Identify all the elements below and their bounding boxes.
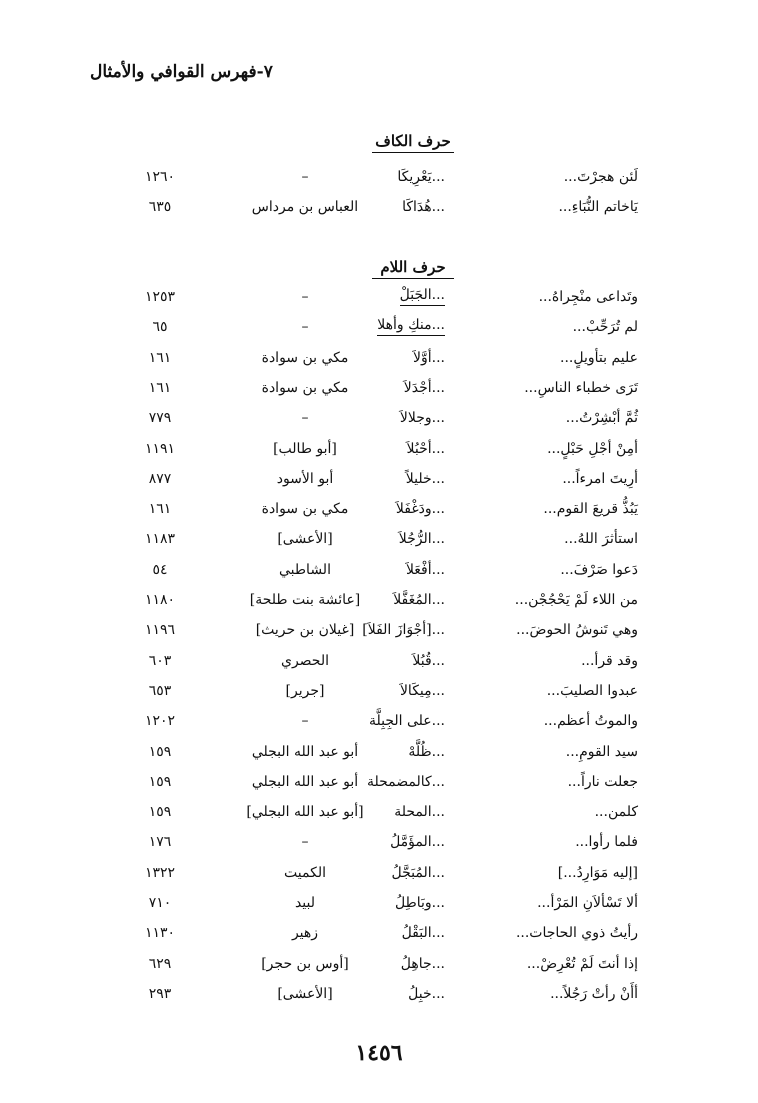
verse-opening: يَبُذُّ قريعَ القوم... [543, 501, 638, 517]
verse-opening: عليم بتأويلٍ... [560, 350, 638, 366]
poet-name: الحصري [280, 653, 329, 669]
page-reference: ١٦١ [148, 501, 172, 517]
index-row [0, 679, 758, 703]
verse-opening: ألا تَسْألاَنِ المَرْأ... [537, 895, 638, 911]
page-reference: ١٣٢٢ [144, 865, 176, 881]
verse-opening: سيد القومِ... [565, 744, 638, 760]
section-heading: حرف اللام [372, 258, 454, 279]
poet-name: الشاطبي [279, 562, 331, 578]
index-row [0, 740, 758, 764]
index-row [0, 588, 758, 612]
rhyme-word: ...المُغَفَّلاَ [393, 592, 445, 608]
poet-name: أبو عبد الله البجلي [251, 744, 359, 760]
poet-name: – [301, 410, 309, 426]
verse-opening: كلمن... [594, 804, 638, 820]
index-row [0, 437, 758, 461]
page-reference: ٨٧٧ [148, 471, 172, 487]
rhyme-word: ...على الجِبِلَّة [368, 713, 445, 729]
page-reference: ٦٥ [152, 319, 168, 335]
index-row [0, 770, 758, 794]
index-row [0, 709, 758, 733]
rhyme-word: ...قُبُلاَ [412, 653, 445, 669]
rhyme-word: ...وجلالاَ [399, 410, 445, 426]
page-reference: ١١٨٠ [144, 592, 176, 608]
section-heading: حرف الكاف [372, 132, 454, 153]
verse-opening: لم تُرَحِّبْ... [572, 319, 638, 335]
index-row [0, 315, 758, 339]
verse-opening: فلما رأوا... [575, 834, 638, 850]
page-reference: ١٥٩ [148, 804, 172, 820]
poet-name: الكميت [284, 865, 326, 881]
page-reference: ١٦١ [148, 380, 172, 396]
poet-name: – [301, 319, 309, 335]
index-row [0, 376, 758, 400]
poet-name: [أبو عبد الله البجلي] [246, 804, 364, 820]
page-reference: ١٧٦ [148, 834, 172, 850]
index-row [0, 527, 758, 551]
page-reference: ٧١٠ [148, 895, 172, 911]
verse-opening: رأيتُ ذوي الحاجات... [515, 925, 638, 941]
verse-opening: وقد قرأ... [581, 653, 638, 669]
running-head: ٧-فهرس القوافي والأمثال [90, 62, 273, 82]
poet-name: مكي بن سوادة [261, 350, 349, 366]
page-reference: ٦٠٣ [148, 653, 172, 669]
index-row [0, 891, 758, 915]
page-reference: ٥٤ [152, 562, 168, 578]
index-row [0, 558, 758, 582]
verse-opening: أأَنْ رأتْ رَجُلاً... [550, 986, 638, 1002]
rhyme-word: ...المؤَمَّلُ [390, 834, 445, 850]
index-row [0, 921, 758, 945]
poet-name: [أبو طالب] [273, 441, 337, 457]
poet-name: لبيد [294, 895, 316, 911]
rhyme-word: ...جاهِلُ [400, 956, 445, 972]
rhyme-word: ...خبِلُ [408, 986, 445, 1002]
page-reference: ٧٧٩ [148, 410, 172, 426]
poet-name: مكي بن سوادة [261, 380, 349, 396]
rhyme-word: ...الجَبَلْ [400, 285, 445, 306]
rhyme-word: ...منكِ وأهلا [377, 315, 445, 336]
page-reference: ١٦١ [148, 350, 172, 366]
verse-opening: [إليه مَوَارِدُ...] [557, 865, 638, 881]
index-row [0, 982, 758, 1006]
verse-opening: يَاخاتم النُّبَاءِ... [558, 199, 638, 215]
rhyme-word: ...يَعْرِيكَا [397, 169, 445, 185]
rhyme-word: ...ظُلَّهْ [408, 744, 445, 760]
index-row [0, 195, 758, 219]
rhyme-word: ...المحلة [394, 804, 445, 820]
index-row [0, 346, 758, 370]
page-reference: ١١٨٣ [144, 531, 176, 547]
page-reference: ١١٩١ [144, 441, 176, 457]
index-row [0, 649, 758, 673]
poet-name: – [301, 713, 309, 729]
rhyme-word: ...الرُّجُلاَ [398, 531, 445, 547]
page-reference: ١٢٠٢ [144, 713, 176, 729]
rhyme-word: ...[أجْوَازَ الفَلاَ] [362, 622, 445, 638]
rhyme-word: ...المُبَجَّلُ [391, 865, 445, 881]
verse-opening: ثُمَّ أبْشِرْتُ... [565, 410, 638, 426]
index-row [0, 497, 758, 521]
index-row [0, 467, 758, 491]
verse-opening: وتَداعى منْجِراهُ... [538, 289, 638, 305]
verse-opening: عبدوا الصليبَ... [546, 683, 638, 699]
verse-opening: تَرَى خطباء الناسِ... [524, 380, 638, 396]
page-reference: ١٥٩ [148, 744, 172, 760]
page-reference: ٢٩٣ [148, 986, 172, 1002]
poet-name: أبو عبد الله البجلي [251, 774, 359, 790]
rhyme-word: ...ودَغْفَلاَ [395, 501, 445, 517]
rhyme-word: ...البَقْلُ [401, 925, 445, 941]
index-row [0, 618, 758, 642]
page-reference: ١١٩٦ [144, 622, 176, 638]
rhyme-word: ...مِيكَالاَ [399, 683, 445, 699]
rhyme-word: ...أوَّلاَ [413, 350, 445, 366]
poet-name: مكي بن سوادة [261, 501, 349, 517]
verse-opening: من اللاء لَمْ يَحْجُجْن... [514, 592, 638, 608]
poet-name: العباس بن مرداس [251, 199, 359, 215]
rhyme-word: ...خليلاً [405, 471, 445, 487]
index-row [0, 406, 758, 430]
verse-opening: أمِنْ أجْلِ حَبْلٍ... [547, 441, 638, 457]
page-reference: ١٢٦٠ [144, 169, 176, 185]
index-row [0, 165, 758, 189]
poet-name: – [301, 289, 309, 305]
poet-name: [غيلان بن حريث] [255, 622, 355, 638]
verse-opening: لَئن هجرْتَ... [563, 169, 638, 185]
page-reference: ١٥٩ [148, 774, 172, 790]
poet-name: [الأعشى] [277, 986, 333, 1002]
rhyme-word: ...كالمضمحلة [366, 774, 445, 790]
index-row [0, 285, 758, 309]
index-row [0, 830, 758, 854]
verse-opening: وهي تَنوشُ الحوضَ... [516, 622, 638, 638]
verse-opening: دَعوا صَرْفَ... [560, 562, 638, 578]
index-row [0, 861, 758, 885]
verse-opening: استأثرَ اللهُ... [564, 531, 638, 547]
rhyme-word: ...أحْبُلاَ [406, 441, 445, 457]
rhyme-word: ...هُدَاكَا [402, 199, 445, 215]
poet-name: [عائشة بنت طلحة] [249, 592, 361, 608]
rhyme-word: ...أجْدَلاَ [403, 380, 445, 396]
poet-name: [أوس بن حجر] [261, 956, 349, 972]
rhyme-word: ...أفْعَلاَ [405, 562, 445, 578]
poet-name: – [301, 834, 309, 850]
verse-opening: أرِيتَ امرءاً... [562, 471, 638, 487]
rhyme-word: ...وبَاطِلُ [394, 895, 445, 911]
poet-name: – [301, 169, 309, 185]
verse-opening: إذا أنتَ لَمْ تُعْرِضْ... [526, 956, 638, 972]
poet-name: أبو الأسود [276, 471, 334, 487]
page-reference: ٦٢٩ [148, 956, 172, 972]
page-reference: ٦٣٥ [148, 199, 172, 215]
poet-name: [الأعشى] [277, 531, 333, 547]
index-row [0, 952, 758, 976]
page-reference: ١١٣٠ [144, 925, 176, 941]
verse-opening: جعلت ناراً... [567, 774, 638, 790]
page-reference: ٦٥٣ [148, 683, 172, 699]
page-number: ١٤٥٦ [355, 1040, 403, 1066]
index-row [0, 800, 758, 824]
verse-opening: والموتُ أعظم... [543, 713, 638, 729]
poet-name: زهير [291, 925, 319, 941]
poet-name: [جرير] [285, 683, 325, 699]
page-reference: ١٢٥٣ [144, 289, 176, 305]
